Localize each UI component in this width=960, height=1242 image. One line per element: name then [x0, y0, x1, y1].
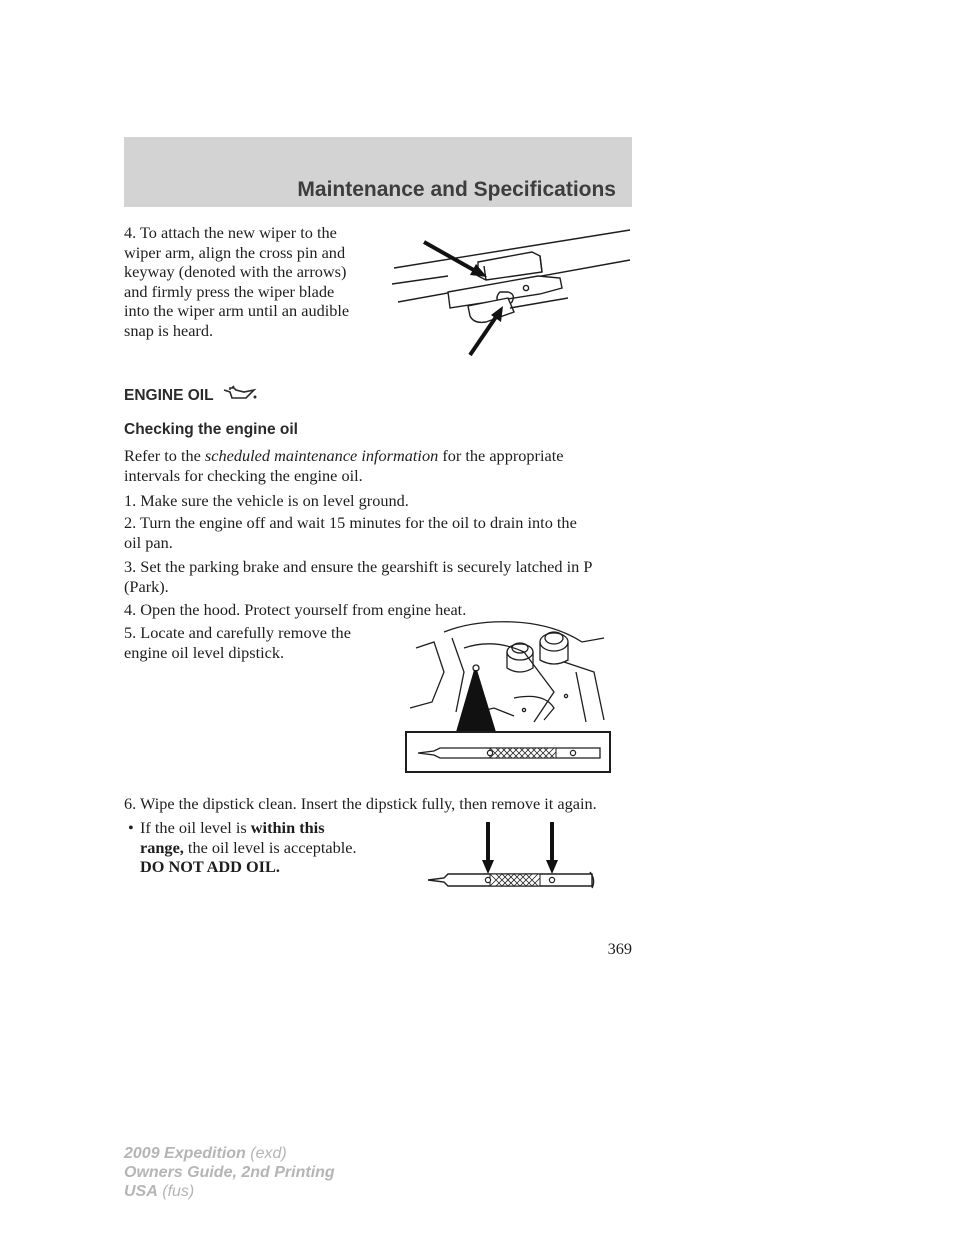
subsection-title: Checking the engine oil [124, 421, 298, 438]
bullet-text [140, 818, 386, 877]
step-2 [124, 513, 644, 552]
dipstick-range-illustration [424, 818, 610, 892]
bullet-emphasis: range, [140, 837, 184, 857]
footer-region-code: (fus) [162, 1183, 195, 1200]
step-4: 4. Open the hood. Protect yourself from engine heat. [124, 600, 467, 619]
intro-emphasis: scheduled maintenance information [204, 446, 439, 465]
bullet-symbol: • [128, 818, 134, 837]
footer-region: USA [124, 1183, 158, 1200]
section-title-text: ENGINE OIL [124, 387, 214, 404]
intro-line: intervals for checking the engine oil. [124, 465, 363, 485]
step-line: 3. Set the parking brake and ensure the gearshift is securely latched in P [124, 557, 593, 576]
intro-lead: Refer to the [124, 446, 205, 465]
footer-imprint [124, 1144, 335, 1201]
engine-dipstick-location-illustration [404, 612, 612, 774]
step-6: 6. Wipe the dipstick clean. Insert the dipstick fully, then remove it again. [124, 794, 597, 813]
footer-model-code: (exd) [250, 1145, 287, 1162]
step-line: 2. Turn the engine off and wait 15 minutes for the oil to drain into the [124, 513, 577, 532]
bullet-lead: If the oil level is [140, 818, 251, 837]
intro-tail: for the appropriate [438, 446, 564, 465]
step-line: oil pan. [124, 532, 173, 552]
step-line: engine oil level dipstick. [124, 642, 285, 662]
step-5 [124, 623, 384, 662]
bullet-warning: DO NOT ADD OIL. [140, 857, 280, 876]
wiper-step-line: and firmly press the wiper blade [124, 281, 335, 301]
wiper-step-line: into the wiper arm until an audible [124, 301, 350, 320]
intro-paragraph [124, 446, 644, 485]
wiper-step-line: snap is heard. [124, 320, 214, 340]
step-line: (Park). [124, 576, 169, 596]
wiper-step-text [124, 223, 384, 340]
step-1: 1. Make sure the vehicle is on level ground. [124, 491, 409, 510]
footer-guide: Owners Guide, 2nd Printing [124, 1164, 335, 1181]
bullet-emphasis: within this [250, 818, 325, 837]
wiper-arm-illustration [390, 210, 635, 360]
bullet-tail: the oil level is acceptable. [183, 837, 357, 857]
step-line: 5. Locate and carefully remove the [124, 623, 351, 642]
wiper-step-line: 4. To attach the new wiper to the [124, 223, 337, 242]
footer-model: 2009 Expedition [124, 1145, 246, 1162]
page-header-title: Maintenance and Specifications [297, 178, 616, 201]
bullet-oil-level-ok [124, 818, 386, 877]
section-title-engine-oil [124, 384, 258, 405]
wiper-step-line: keyway (denoted with the arrows) [124, 262, 347, 281]
page-number: 369 [607, 939, 632, 958]
step-3 [124, 557, 644, 596]
oil-can-icon [222, 384, 258, 402]
wiper-step-line: wiper arm, align the cross pin and [124, 242, 346, 262]
header-band [124, 137, 632, 207]
